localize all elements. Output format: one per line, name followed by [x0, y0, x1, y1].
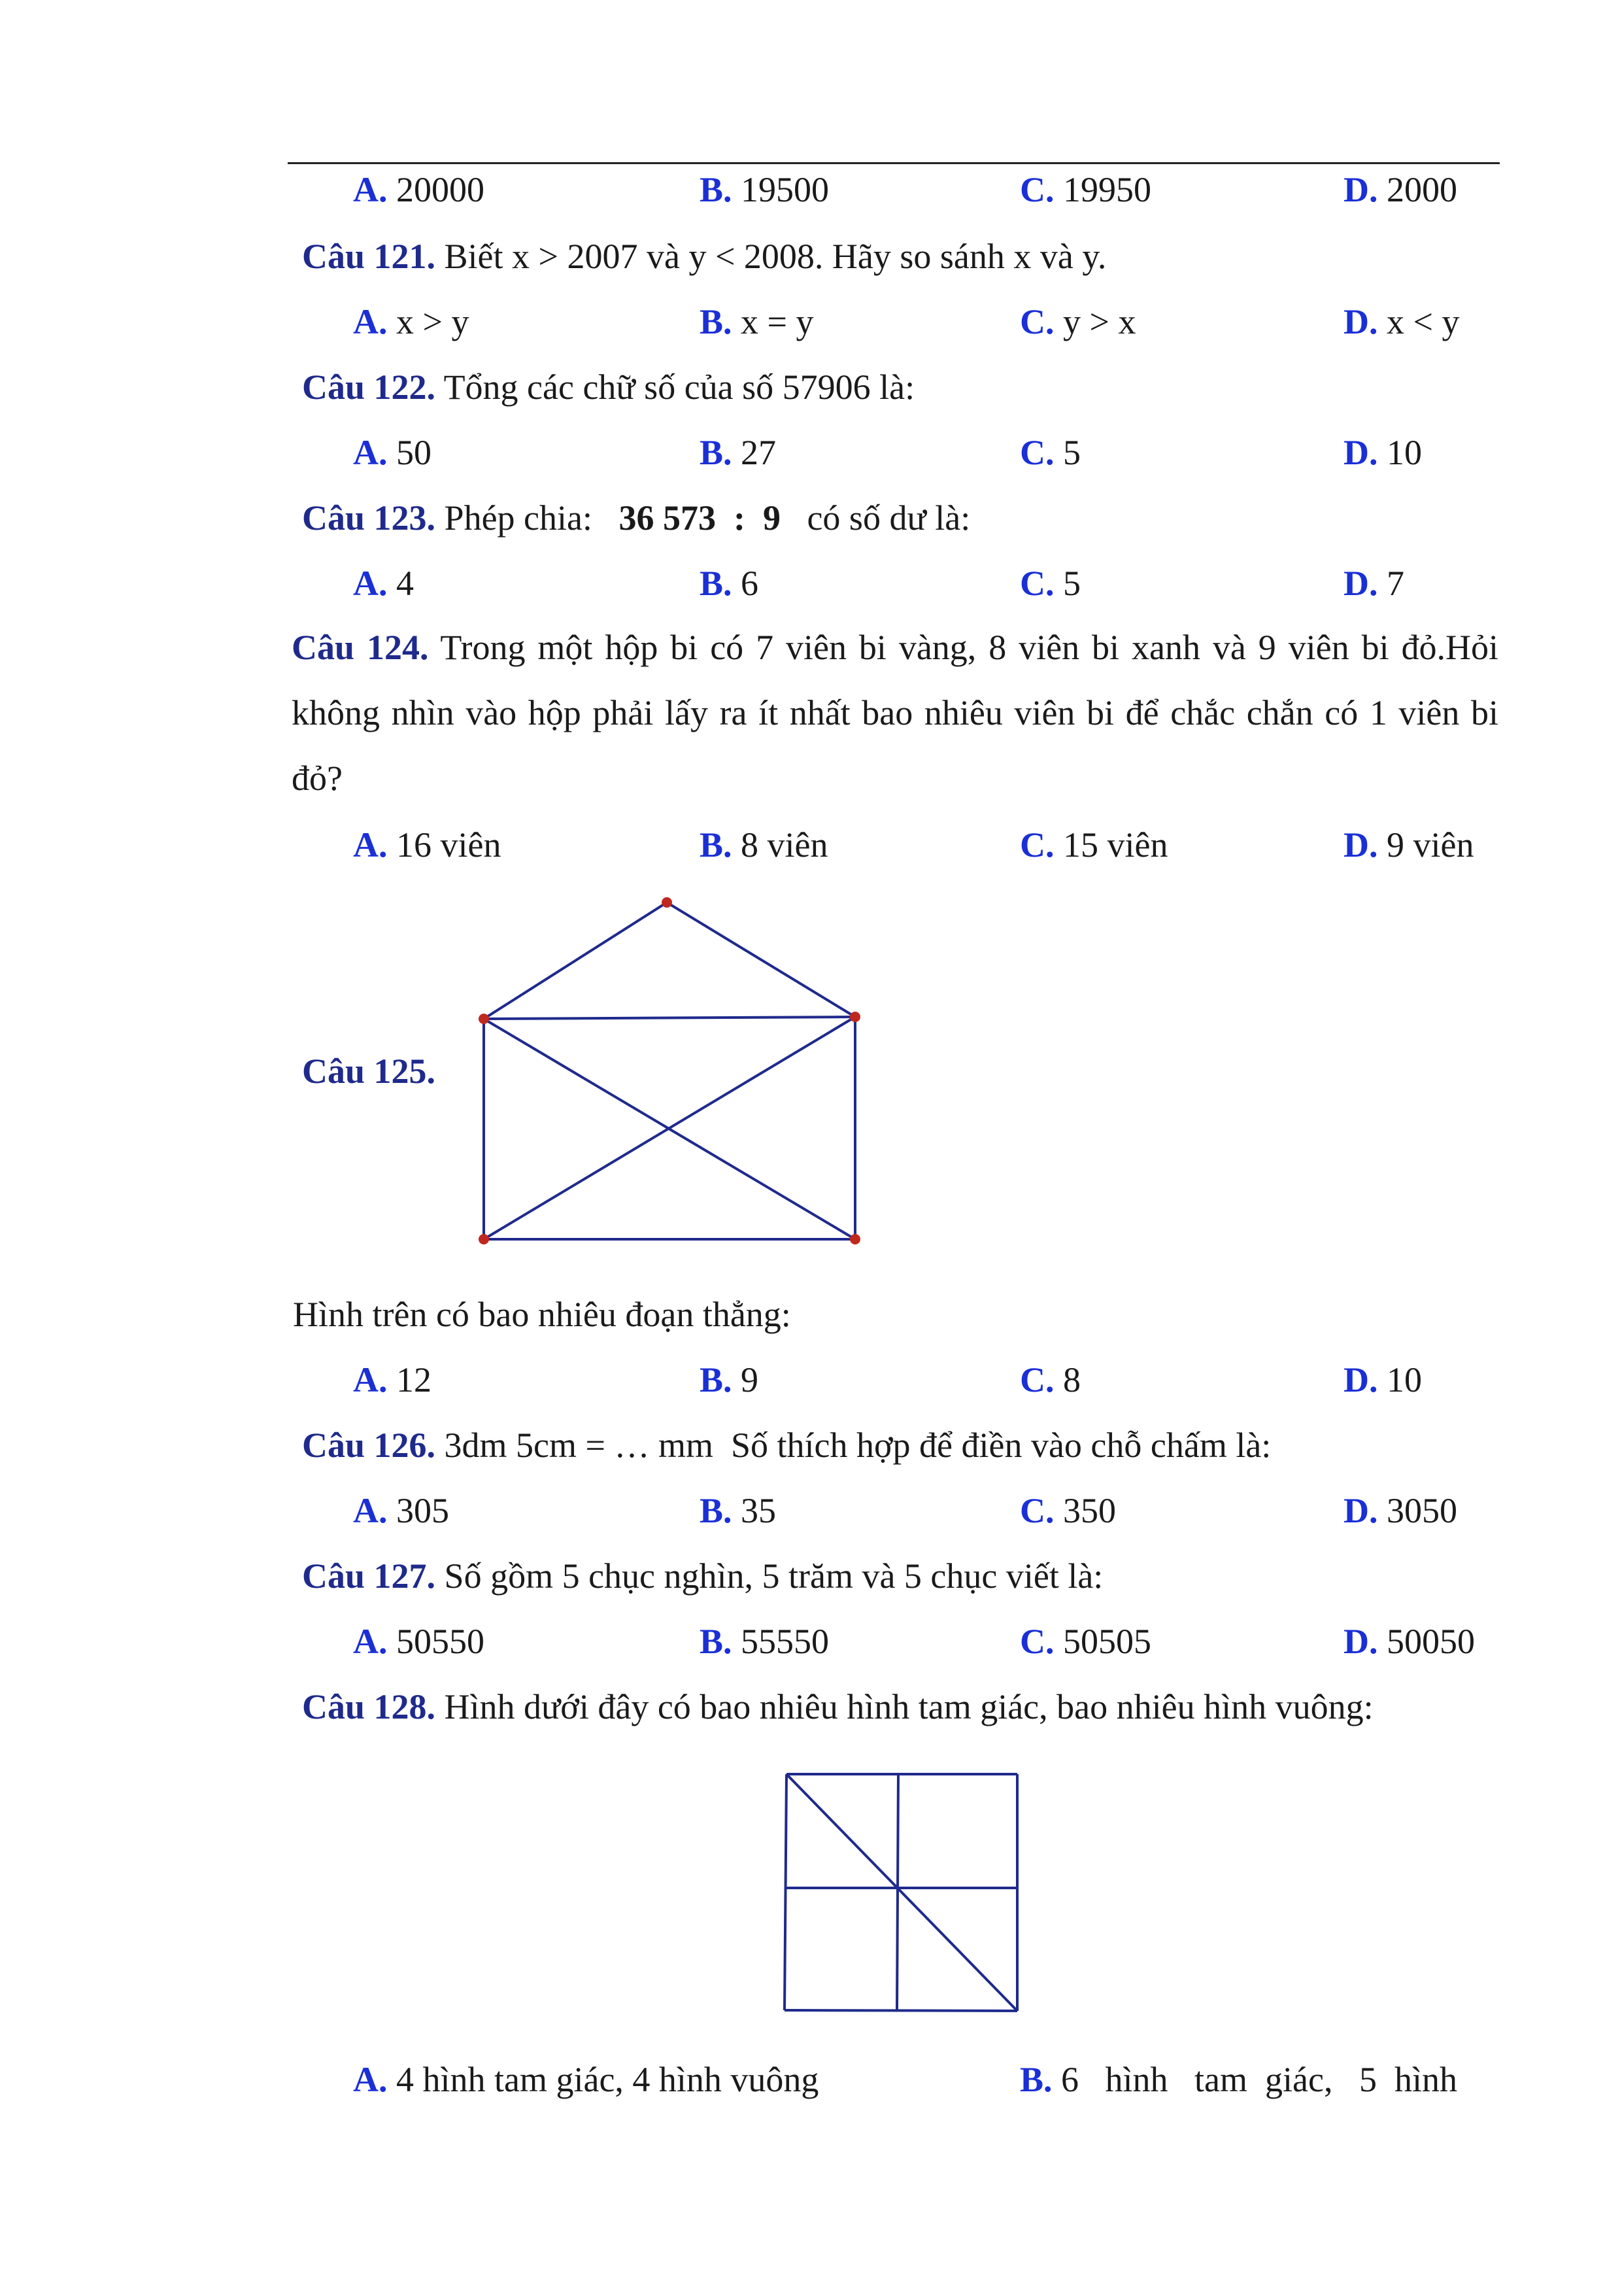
q127-option-b[interactable]: B. 55550 — [700, 1622, 830, 1661]
q122-option-d[interactable]: D. 10 — [1343, 433, 1422, 472]
q127-option-c[interactable]: C. 50505 — [1020, 1622, 1151, 1661]
intro-option-d[interactable]: D. 2000 — [1343, 170, 1457, 209]
q125-option-c[interactable]: C. 8 — [1020, 1360, 1081, 1399]
q121-option-a[interactable]: A. x > y — [353, 302, 469, 341]
q122-option-c[interactable]: C. 5 — [1020, 433, 1081, 472]
q125-option-d[interactable]: D. 10 — [1343, 1360, 1422, 1399]
q124-option-a[interactable]: A. 16 viên — [353, 825, 501, 865]
q121-option-b[interactable]: B. x = y — [700, 302, 814, 341]
q123-option-d[interactable]: D. 7 — [1343, 564, 1404, 603]
q122-stem: Câu 122. Tổng các chữ số của số 57906 là: — [302, 368, 915, 407]
q122-option-b[interactable]: B. 27 — [700, 433, 777, 472]
q126-option-b[interactable]: B. 35 — [700, 1491, 777, 1530]
q121-stem: Câu 121. Biết x > 2007 và y < 2008. Hãy so sánh x và y. — [302, 237, 1107, 276]
q121-option-d[interactable]: D. x < y — [1343, 302, 1460, 341]
q127-option-a[interactable]: A. 50550 — [353, 1622, 484, 1661]
q123-stem: Câu 123. Phép chia: 36 573 : 9 có số dư là: — [302, 498, 971, 538]
q126-stem: Câu 126. 3dm 5cm = … mm Số thích hợp để điền vào chỗ chấm là: — [302, 1426, 1272, 1465]
q127-stem: Câu 127. Số gồm 5 chục nghìn, 5 trăm và 5 chục viết là: — [302, 1556, 1104, 1596]
q128-option-b[interactable]: B. 6 hình tam giác, 5 hình — [1020, 2060, 1457, 2099]
q125-number: Câu 125. — [302, 1052, 436, 1091]
q123-expression: 36 573 : 9 — [618, 498, 781, 538]
q128-stem: Câu 128. Hình dưới đây có bao nhiêu hình tam giác, bao nhiêu hình vuông: — [302, 1687, 1374, 1726]
q124-option-c[interactable]: C. 15 viên — [1020, 825, 1168, 865]
q125-stem: Hình trên có bao nhiêu đoạn thẳng: — [293, 1295, 791, 1334]
q126-option-d[interactable]: D. 3050 — [1343, 1491, 1457, 1530]
q122-option-a[interactable]: A. 50 — [353, 433, 431, 472]
intro-option-b[interactable]: B. 19500 — [700, 170, 830, 209]
q128-option-a[interactable]: A. 4 hình tam giác, 4 hình vuông — [353, 2060, 819, 2099]
q124-stem: Câu 124. Trong một hộp bi có 7 viên bi vàng, 8 viên bi xanh và 9 viên bi đỏ.Hỏi không nhìn vào hộp phải lấy ra ít nhất bao nhiêu viên bi để chắc chắn có 1 viên bi đỏ? — [292, 628, 1499, 798]
q123-option-c[interactable]: C. 5 — [1020, 564, 1081, 603]
grid-bottom-edge — [785, 2010, 1017, 2011]
q121-option-c[interactable]: C. y > x — [1020, 302, 1136, 341]
grid-diagonal — [786, 1774, 1017, 2011]
q124-option-b[interactable]: B. 8 viên — [700, 825, 828, 865]
q125-option-a[interactable]: A. 12 — [353, 1360, 431, 1399]
grid-left-edge — [785, 1774, 786, 2010]
q124-option-d[interactable]: D. 9 viên — [1343, 825, 1474, 865]
intro-option-a[interactable]: A. 20000 — [353, 170, 484, 209]
q126-option-c[interactable]: C. 350 — [1020, 1491, 1116, 1530]
q126-option-a[interactable]: A. 305 — [353, 1491, 449, 1530]
grid-middle-vertical — [897, 1774, 898, 2010]
q123-option-a[interactable]: A. 4 — [353, 564, 414, 603]
q123-option-b[interactable]: B. 6 — [700, 564, 759, 603]
q127-option-d[interactable]: D. 50050 — [1343, 1622, 1475, 1661]
q125-option-b[interactable]: B. 9 — [700, 1360, 759, 1399]
intro-option-c[interactable]: C. 19950 — [1020, 170, 1151, 209]
